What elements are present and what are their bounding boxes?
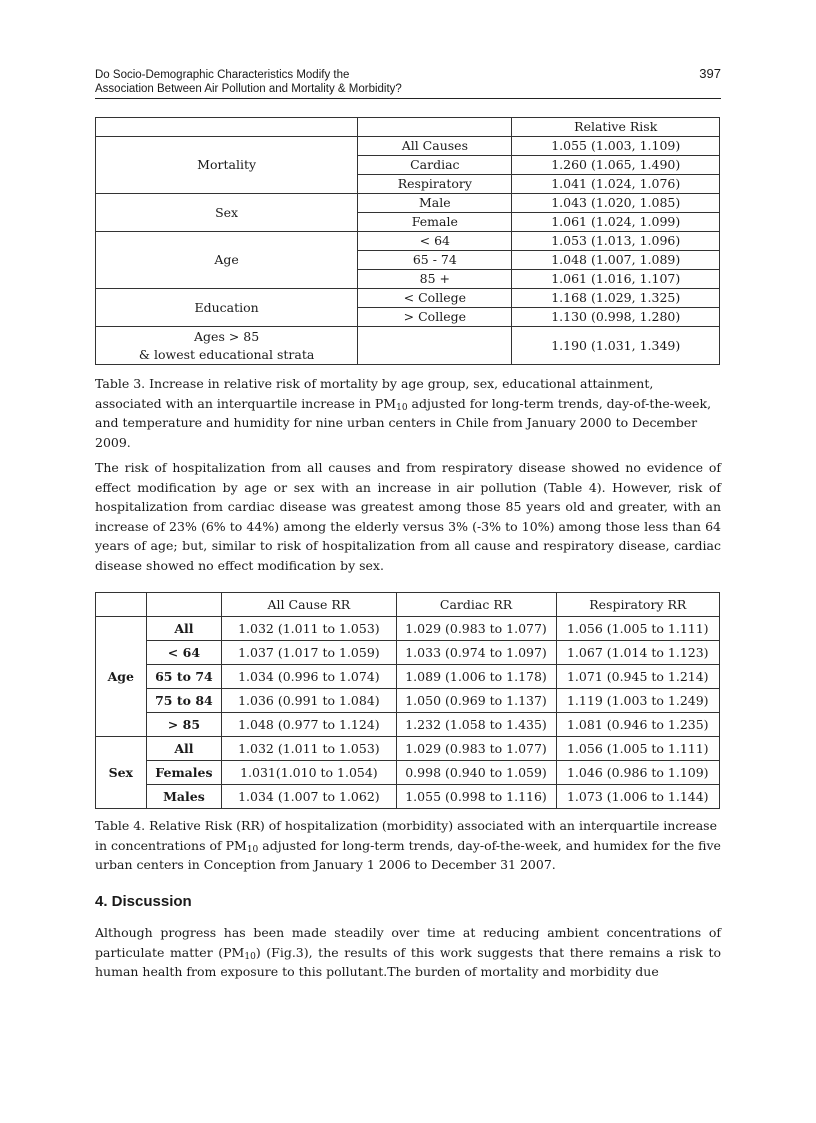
relative-risk-cell: 1.168 (1.029, 1.325) [512, 289, 720, 308]
respiratory-rr-cell: 1.081 (0.946 to 1.235) [556, 713, 719, 737]
row-sub-label: Respiratory [358, 175, 512, 194]
relative-risk-cell: 1.043 (1.020, 1.085) [512, 194, 720, 213]
relative-risk-cell: 1.055 (1.003, 1.109) [512, 137, 720, 156]
running-title [95, 68, 402, 96]
row-group-label: Sex [96, 194, 358, 232]
row-group-label [96, 327, 358, 365]
row-sub-label: Male [358, 194, 512, 213]
running-head [95, 66, 721, 99]
relative-risk-cell: 1.053 (1.013, 1.096) [512, 232, 720, 251]
caption-text: adjusted for long-term trends, day-of-the-week, and humidex for the five urban centers in Conception from January 1 2006 to December 31 2007. [95, 837, 721, 872]
relative-risk-cell: 1.130 (0.998, 1.280) [512, 308, 720, 327]
table-row [96, 737, 720, 761]
relative-risk-cell: 1.061 (1.016, 1.107) [512, 270, 720, 289]
row-sub-label: > 85 [146, 713, 222, 737]
all-cause-rr-cell: 1.032 (1.011 to 1.053) [222, 737, 396, 761]
row-sub-label: Males [146, 785, 222, 809]
respiratory-rr-cell: 1.119 (1.003 to 1.249) [556, 689, 719, 713]
respiratory-rr-cell: 1.073 (1.006 to 1.144) [556, 785, 719, 809]
all-cause-rr-cell: 1.048 (0.977 to 1.124) [222, 713, 396, 737]
running-title-line-1: Do Socio-Demographic Characteristics Modify the [95, 69, 350, 81]
table-header-blank [96, 118, 358, 137]
all-cause-rr-cell: 1.036 (0.991 to 1.084) [222, 689, 396, 713]
row-sub-label: Females [146, 761, 222, 785]
table-4 [95, 592, 720, 809]
all-cause-rr-cell: 1.037 (1.017 to 1.059) [222, 641, 396, 665]
column-header-relative-risk: Relative Risk [512, 118, 720, 137]
respiratory-rr-cell: 1.067 (1.014 to 1.123) [556, 641, 719, 665]
row-sub-label: All Causes [358, 137, 512, 156]
row-sub-label: 75 to 84 [146, 689, 222, 713]
page-number: 397 [699, 66, 721, 81]
cardiac-rr-cell: 1.232 (1.058 to 1.435) [396, 713, 556, 737]
column-header-cardiac: Cardiac RR [396, 593, 556, 617]
caption-subscript: 10 [246, 844, 259, 855]
row-sub-label [358, 327, 512, 365]
table-row [96, 289, 720, 308]
row-group-label: Age [96, 617, 147, 737]
table-row [96, 232, 720, 251]
row-group-label: Mortality [96, 137, 358, 194]
cardiac-rr-cell: 1.033 (0.974 to 1.097) [396, 641, 556, 665]
table-row [96, 617, 720, 641]
table-3-caption [95, 374, 721, 452]
cardiac-rr-cell: 1.029 (0.983 to 1.077) [396, 617, 556, 641]
cardiac-rr-cell: 1.029 (0.983 to 1.077) [396, 737, 556, 761]
all-cause-rr-cell: 1.034 (1.007 to 1.062) [222, 785, 396, 809]
row-sub-label: Cardiac [358, 156, 512, 175]
row-sub-label: Female [358, 213, 512, 232]
row-label-line-2: & lowest educational strata [138, 347, 315, 362]
table-row [96, 194, 720, 213]
relative-risk-cell: 1.260 (1.065, 1.490) [512, 156, 720, 175]
row-sub-label: 65 to 74 [146, 665, 222, 689]
row-sub-label: < College [358, 289, 512, 308]
running-title-line-2: Association Between Air Pollution and Mortality & Morbidity? [95, 83, 402, 95]
table-4-caption [95, 816, 721, 875]
table-row [96, 327, 720, 365]
respiratory-rr-cell: 1.056 (1.005 to 1.111) [556, 617, 719, 641]
relative-risk-cell: 1.061 (1.024, 1.099) [512, 213, 720, 232]
caption-text: adjusted for long-term trends, day-of-the-week, and temperature and humidity for nine urban centers in Chile from January 2000 to December 2009. [95, 395, 712, 450]
row-group-label: Sex [96, 737, 147, 809]
row-group-label: Education [96, 289, 358, 327]
table-header-blank [146, 593, 222, 617]
caption-text: Table 3. Increase in relative risk of mortality by age group, sex, educational attainment, associated with an interquartile increase in PM [95, 376, 654, 411]
table-header-blank [96, 593, 147, 617]
row-label-line-1: Ages > 85 [194, 329, 260, 344]
paragraph-text: ) (Fig.3), the results of this work suggests that there remains a risk to human health from exposure to this pollutant.The burden of mortality and morbidity due [95, 944, 721, 979]
table-row [96, 689, 720, 713]
paragraph-subscript: 10 [244, 951, 256, 962]
row-sub-label: < 64 [146, 641, 222, 665]
table-row [96, 761, 720, 785]
table-row [96, 137, 720, 156]
column-header-respiratory: Respiratory RR [556, 593, 719, 617]
row-sub-label: 65 - 74 [358, 251, 512, 270]
caption-text: Table 4. Relative Risk (RR) of hospitalization (morbidity) associated with an interquartile increase in concentrations of PM [95, 818, 717, 853]
column-header-all-cause: All Cause RR [222, 593, 396, 617]
all-cause-rr-cell: 1.032 (1.011 to 1.053) [222, 617, 396, 641]
respiratory-rr-cell: 1.046 (0.986 to 1.109) [556, 761, 719, 785]
row-sub-label: < 64 [358, 232, 512, 251]
body-paragraph: The risk of hospitalization from all causes and from respiratory disease showed no evidence of effect modification by age or sex with an increase in air pollution (Table 4). However, risk of hospitalization from cardiac disease was greatest among those 85 years old and greater, with an increase of 23% (6% to 44%) among the elderly versus 3% (-3% to 10%) among those less than 64 years of age; but, similar to risk of hospitalization from all cause and respiratory disease, cardiac disease showed no effect modification by sex. [95, 460, 721, 573]
row-sub-label: All [146, 737, 222, 761]
paragraph-text: Although progress has been made steadily over time at reducing ambient concentrations of particulate matter (PM [95, 925, 721, 960]
respiratory-rr-cell: 1.056 (1.005 to 1.111) [556, 737, 719, 761]
table-row [96, 665, 720, 689]
table-3 [95, 117, 720, 365]
all-cause-rr-cell: 1.031(1.010 to 1.054) [222, 761, 396, 785]
relative-risk-cell: 1.190 (1.031, 1.349) [512, 327, 720, 365]
respiratory-rr-cell: 1.071 (0.945 to 1.214) [556, 665, 719, 689]
relative-risk-cell: 1.048 (1.007, 1.089) [512, 251, 720, 270]
row-sub-label: > College [358, 308, 512, 327]
row-sub-label: All [146, 617, 222, 641]
caption-subscript: 10 [396, 402, 408, 413]
table-row [96, 641, 720, 665]
table-header-row [96, 593, 720, 617]
table-row [96, 713, 720, 737]
cardiac-rr-cell: 1.089 (1.006 to 1.178) [396, 665, 556, 689]
cardiac-rr-cell: 1.055 (0.998 to 1.116) [396, 785, 556, 809]
table-header-row [96, 118, 720, 137]
cardiac-rr-cell: 1.050 (0.969 to 1.137) [396, 689, 556, 713]
cardiac-rr-cell: 0.998 (0.940 to 1.059) [396, 761, 556, 785]
row-sub-label: 85 + [358, 270, 512, 289]
all-cause-rr-cell: 1.034 (0.996 to 1.074) [222, 665, 396, 689]
discussion-paragraph [95, 923, 721, 982]
relative-risk-cell: 1.041 (1.024, 1.076) [512, 175, 720, 194]
table-row [96, 785, 720, 809]
section-heading: 4. Discussion [95, 893, 192, 910]
table-header-blank [358, 118, 512, 137]
row-group-label: Age [96, 232, 358, 289]
